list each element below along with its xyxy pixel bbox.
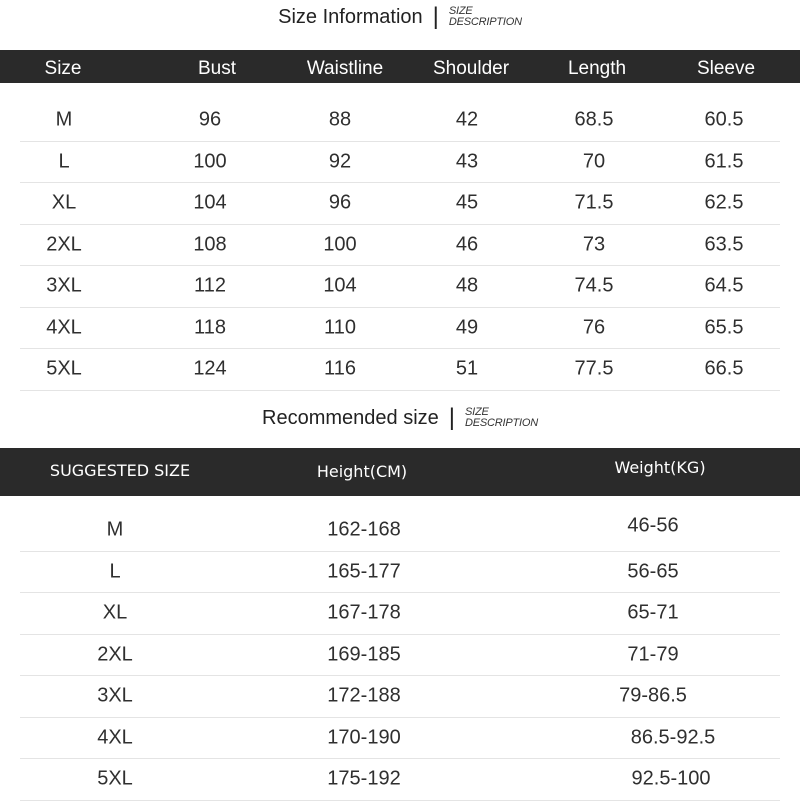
size-description-line1: SIZE bbox=[465, 406, 489, 418]
cell-shoulder: 46 bbox=[455, 233, 479, 256]
cell-bust: 112 bbox=[194, 274, 226, 297]
recommended-size-title bbox=[0, 403, 800, 433]
column-header-waistline: Waistline bbox=[306, 58, 384, 79]
cell-height: 175-192 bbox=[327, 767, 401, 790]
cell-length: 70 bbox=[582, 150, 606, 173]
cell-weight: 71-79 bbox=[627, 643, 679, 666]
cell-suggested-size: 4XL bbox=[97, 726, 133, 749]
cell-bust: 96 bbox=[198, 108, 222, 131]
cell-sleeve: 61.5 bbox=[704, 150, 744, 173]
cell-size: XL bbox=[51, 191, 77, 214]
cell-bust: 124 bbox=[193, 357, 227, 380]
cell-shoulder: 42 bbox=[455, 108, 479, 131]
cell-suggested-size: M bbox=[106, 518, 124, 541]
size-information-heading: Size Information bbox=[278, 5, 423, 28]
cell-suggested-size: L bbox=[109, 560, 121, 583]
cell-length: 74.5 bbox=[574, 274, 614, 297]
cell-waistline: 96 bbox=[328, 191, 352, 214]
size-information-title bbox=[0, 2, 800, 32]
cell-sleeve: 60.5 bbox=[704, 108, 744, 131]
column-header-bust: Bust bbox=[197, 58, 237, 79]
cell-length: 76 bbox=[582, 316, 606, 339]
cell-weight: 79-86.5 bbox=[619, 684, 687, 707]
cell-suggested-size: 5XL bbox=[97, 767, 133, 790]
table-row bbox=[20, 552, 780, 594]
column-header-length: Length bbox=[567, 58, 627, 79]
cell-sleeve: 63.5 bbox=[704, 233, 744, 256]
cell-bust: 104 bbox=[193, 191, 227, 214]
cell-shoulder: 48 bbox=[455, 274, 479, 297]
cell-size: M bbox=[55, 108, 73, 131]
cell-size: 4XL bbox=[46, 316, 82, 339]
cell-sleeve: 66.5 bbox=[704, 357, 744, 380]
table-row bbox=[20, 142, 780, 184]
cell-waistline: 100 bbox=[323, 233, 357, 256]
cell-bust: 108 bbox=[193, 233, 227, 256]
cell-waistline: 110 bbox=[324, 316, 356, 339]
recommended-size-heading: Recommended size bbox=[262, 406, 439, 429]
column-header-shoulder: Shoulder bbox=[432, 58, 510, 79]
cell-suggested-size: 2XL bbox=[97, 643, 133, 666]
cell-weight: 56-65 bbox=[627, 560, 679, 583]
table-row bbox=[20, 676, 780, 718]
table-row bbox=[20, 759, 780, 801]
table-row bbox=[20, 183, 780, 225]
column-header-sleeve: Sleeve bbox=[696, 58, 756, 79]
size-description-label bbox=[449, 6, 522, 28]
size-table bbox=[20, 100, 780, 391]
size-description-line2: DESCRIPTION bbox=[465, 417, 538, 429]
cell-waistline: 116 bbox=[324, 357, 356, 380]
cell-height: 170-190 bbox=[327, 726, 401, 749]
size-description-label bbox=[465, 407, 538, 429]
cell-length: 77.5 bbox=[574, 357, 614, 380]
table-row bbox=[20, 225, 780, 267]
cell-height: 169-185 bbox=[327, 643, 401, 666]
cell-height: 165-177 bbox=[327, 560, 401, 583]
cell-length: 68.5 bbox=[574, 108, 614, 131]
cell-size: 2XL bbox=[46, 233, 82, 256]
table-row bbox=[20, 635, 780, 677]
size-table-header bbox=[0, 50, 800, 83]
table-row bbox=[20, 266, 780, 308]
table-row bbox=[20, 510, 780, 552]
cell-waistline: 88 bbox=[328, 108, 352, 131]
title-divider: | bbox=[432, 3, 439, 30]
cell-shoulder: 45 bbox=[455, 191, 479, 214]
cell-weight: 65-71 bbox=[627, 601, 679, 624]
cell-waistline: 92 bbox=[328, 150, 352, 173]
cell-weight: 92.5-100 bbox=[631, 767, 711, 790]
cell-weight: 86.5-92.5 bbox=[630, 726, 716, 749]
column-header-size: Size bbox=[44, 58, 82, 79]
table-row bbox=[20, 100, 780, 142]
cell-shoulder: 49 bbox=[455, 316, 479, 339]
cell-height: 162-168 bbox=[327, 518, 401, 541]
cell-shoulder: 51 bbox=[455, 357, 479, 380]
recommended-table-header bbox=[0, 448, 800, 496]
cell-size: 5XL bbox=[46, 357, 82, 380]
table-row bbox=[20, 349, 780, 391]
size-description-line2: DESCRIPTION bbox=[448, 16, 522, 28]
cell-waistline: 104 bbox=[323, 274, 357, 297]
column-header-suggested-size: SUGGESTED SIZE bbox=[49, 461, 191, 480]
cell-shoulder: 43 bbox=[455, 150, 479, 173]
cell-sleeve: 62.5 bbox=[704, 191, 744, 214]
size-description-line1: SIZE bbox=[448, 5, 473, 17]
cell-height: 167-178 bbox=[327, 601, 401, 624]
column-header-weight: Weight(KG) bbox=[614, 458, 706, 477]
cell-length: 73 bbox=[582, 233, 606, 256]
cell-sleeve: 64.5 bbox=[704, 274, 744, 297]
cell-sleeve: 65.5 bbox=[704, 316, 744, 339]
recommended-table bbox=[20, 510, 780, 801]
cell-height: 172-188 bbox=[327, 684, 401, 707]
cell-size: 3XL bbox=[46, 274, 82, 297]
table-row bbox=[20, 718, 780, 760]
cell-suggested-size: 3XL bbox=[97, 684, 133, 707]
cell-size: L bbox=[58, 150, 70, 173]
table-row bbox=[20, 593, 780, 635]
cell-length: 71.5 bbox=[574, 191, 614, 214]
cell-bust: 100 bbox=[193, 150, 227, 173]
table-row bbox=[20, 308, 780, 350]
cell-bust: 118 bbox=[194, 316, 226, 339]
title-divider: | bbox=[448, 404, 455, 431]
cell-weight: 46-56 bbox=[627, 514, 679, 537]
cell-suggested-size: XL bbox=[102, 601, 128, 624]
column-header-height: Height(CM) bbox=[316, 462, 408, 481]
